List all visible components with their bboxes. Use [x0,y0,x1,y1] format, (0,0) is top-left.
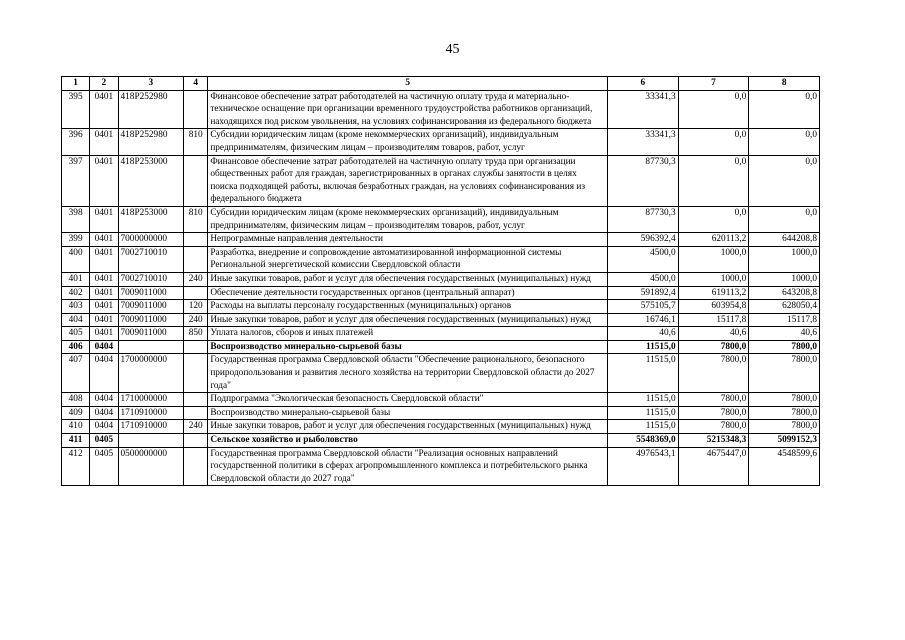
row-number: 397 [62,155,90,206]
amount-year-1: 40,6 [608,327,679,341]
expense-type-code [184,155,208,206]
section-code: 0404 [90,354,118,393]
amount-year-2: 5215348,3 [678,434,749,448]
target-article-code: 7009011000 [118,327,184,341]
section-code: 0401 [90,206,118,232]
amount-year-1: 33341,3 [608,129,679,155]
amount-year-2: 620113,2 [678,233,749,247]
row-number: 395 [62,90,90,129]
table-row [62,300,820,314]
target-article-code: 7009011000 [118,300,184,314]
row-number: 398 [62,206,90,232]
amount-year-2: 619113,2 [678,286,749,300]
section-code: 0404 [90,406,118,420]
section-code: 0401 [90,286,118,300]
amount-year-1: 596392,4 [608,233,679,247]
column-header: 6 [608,77,679,91]
column-header: 2 [90,77,118,91]
amount-year-2: 4675447,0 [678,447,749,486]
section-code: 0405 [90,447,118,486]
expense-type-code: 850 [184,327,208,341]
table-row [62,246,820,272]
amount-year-1: 4500,0 [608,246,679,272]
table-row [62,155,820,206]
amount-year-3: 0,0 [749,90,820,129]
section-code: 0401 [90,155,118,206]
table-row [62,206,820,232]
item-name: Подпрограмма "Экологическая безопасность Свердловской области" [208,393,608,407]
table-row [62,272,820,286]
amount-year-1: 87730,3 [608,206,679,232]
column-header: 3 [118,77,184,91]
table-row [62,434,820,448]
table-row [62,129,820,155]
column-header: 1 [62,77,90,91]
table-row [62,340,820,354]
amount-year-2: 7800,0 [678,393,749,407]
row-number: 407 [62,354,90,393]
section-code: 0404 [90,420,118,434]
column-header: 5 [208,77,608,91]
amount-year-1: 16746,1 [608,313,679,327]
table-row [62,354,820,393]
item-name: Расходы на выплаты персоналу государственных (муниципальных) органов [208,300,608,314]
item-name: Разработка, внедрение и сопровождение автоматизированной информационной системы Региональной энергетической комиссии Свердловской области [208,246,608,272]
amount-year-2: 603954,8 [678,300,749,314]
amount-year-3: 5099152,3 [749,434,820,448]
expense-type-code: 810 [184,206,208,232]
section-code: 0401 [90,233,118,247]
section-code: 0401 [90,272,118,286]
column-header: 4 [184,77,208,91]
amount-year-3: 0,0 [749,129,820,155]
amount-year-3: 644208,8 [749,233,820,247]
item-name: Субсидии юридическим лицам (кроме некоммерческих организаций), индивидуальным предпринимателям, физическим лицам – производителям товаров, работ, услуг [208,129,608,155]
table-row [62,313,820,327]
table-body [62,90,820,486]
table-row [62,420,820,434]
item-name: Финансовое обеспечение затрат работодателей на частичную оплату труда при организации общественных работ для граждан, зарегистрированных в органах службы занятости в целях поиска подходящей работы, включая безработных граждан, на условиях софинансирования из федерального бюджета [208,155,608,206]
expense-type-code [184,286,208,300]
item-name: Сельское хозяйство и рыболовство [208,434,608,448]
item-name: Непрограммные направления деятельности [208,233,608,247]
section-code: 0401 [90,313,118,327]
amount-year-3: 7800,0 [749,406,820,420]
amount-year-1: 11515,0 [608,406,679,420]
amount-year-1: 591892,4 [608,286,679,300]
amount-year-3: 1000,0 [749,272,820,286]
section-code: 0401 [90,300,118,314]
amount-year-1: 11515,0 [608,354,679,393]
amount-year-1: 4500,0 [608,272,679,286]
section-code: 0401 [90,129,118,155]
page-number: 45 [445,42,460,57]
amount-year-3: 1000,0 [749,246,820,272]
target-article-code [118,340,184,354]
target-article-code: 7009011000 [118,313,184,327]
amount-year-2: 7800,0 [678,420,749,434]
amount-year-2: 15117,8 [678,313,749,327]
expense-type-code: 120 [184,300,208,314]
section-code: 0401 [90,327,118,341]
expense-type-code: 810 [184,129,208,155]
expense-type-code [184,246,208,272]
amount-year-1: 11515,0 [608,340,679,354]
item-name: Иные закупки товаров, работ и услуг для обеспечения государственных (муниципальных) нужд [208,420,608,434]
amount-year-3: 0,0 [749,155,820,206]
row-number: 402 [62,286,90,300]
table-row [62,447,820,486]
table-row [62,90,820,129]
table-row [62,327,820,341]
expense-type-code: 240 [184,272,208,286]
amount-year-1: 575105,7 [608,300,679,314]
amount-year-1: 4976543,1 [608,447,679,486]
row-number: 405 [62,327,90,341]
amount-year-3: 643208,8 [749,286,820,300]
target-article-code: 1700000000 [118,354,184,393]
row-number: 399 [62,233,90,247]
section-code: 0401 [90,246,118,272]
item-name: Воспроизводство минерально-сырьевой базы [208,406,608,420]
amount-year-3: 4548599,6 [749,447,820,486]
expense-type-code [184,434,208,448]
amount-year-3: 15117,8 [749,313,820,327]
expense-type-code: 240 [184,313,208,327]
expense-type-code [184,340,208,354]
amount-year-1: 11515,0 [608,393,679,407]
amount-year-3: 628050,4 [749,300,820,314]
table-row [62,406,820,420]
amount-year-3: 7800,0 [749,393,820,407]
section-code: 0405 [90,434,118,448]
section-code: 0401 [90,90,118,129]
target-article-code: 418P252980 [118,129,184,155]
target-article-code: 7000000000 [118,233,184,247]
amount-year-3: 7800,0 [749,340,820,354]
target-article-code: 418P253000 [118,155,184,206]
item-name: Государственная программа Свердловской области "Обеспечение рационального, безопасного природопользования и развития лесного хозяйства на территории Свердловской области до 2027 года" [208,354,608,393]
item-name: Иные закупки товаров, работ и услуг для обеспечения государственных (муниципальных) нужд [208,313,608,327]
column-header: 8 [749,77,820,91]
row-number: 409 [62,406,90,420]
target-article-code [118,434,184,448]
item-name: Иные закупки товаров, работ и услуг для обеспечения государственных (муниципальных) нужд [208,272,608,286]
amount-year-2: 40,6 [678,327,749,341]
item-name: Государственная программа Свердловской области "Реализация основных направлений государственной политики в сферах агропромышленного комплекса и потребительского рынка Свердловской области до 2027 года" [208,447,608,486]
expense-type-code: 240 [184,420,208,434]
amount-year-1: 87730,3 [608,155,679,206]
row-number: 406 [62,340,90,354]
amount-year-2: 7800,0 [678,354,749,393]
target-article-code: 7009011000 [118,286,184,300]
target-article-code: 418P252980 [118,90,184,129]
expense-type-code [184,393,208,407]
budget-table [61,76,820,486]
item-name: Субсидии юридическим лицам (кроме некоммерческих организаций), индивидуальным предпринимателям, физическим лицам – производителям товаров, работ, услуг [208,206,608,232]
target-article-code: 7002710010 [118,246,184,272]
amount-year-1: 5548369,0 [608,434,679,448]
row-number: 403 [62,300,90,314]
amount-year-3: 40,6 [749,327,820,341]
amount-year-2: 1000,0 [678,272,749,286]
expense-type-code [184,233,208,247]
amount-year-1: 11515,0 [608,420,679,434]
amount-year-3: 7800,0 [749,420,820,434]
table-row [62,286,820,300]
amount-year-2: 0,0 [678,155,749,206]
expense-type-code [184,90,208,129]
expense-type-code [184,406,208,420]
target-article-code: 418P253000 [118,206,184,232]
target-article-code: 1710910000 [118,420,184,434]
target-article-code: 7002710010 [118,272,184,286]
amount-year-2: 1000,0 [678,246,749,272]
section-code: 0404 [90,340,118,354]
header-row [62,77,820,91]
amount-year-2: 0,0 [678,90,749,129]
target-article-code: 1710910000 [118,406,184,420]
amount-year-1: 33341,3 [608,90,679,129]
expense-type-code [184,354,208,393]
amount-year-3: 0,0 [749,206,820,232]
table-row [62,393,820,407]
row-number: 408 [62,393,90,407]
row-number: 400 [62,246,90,272]
row-number: 396 [62,129,90,155]
item-name: Финансовое обеспечение затрат работодателей на частичную оплату труда и материально-техническое оснащение при организации временного трудоустройства работников организаций, находящихся под риском увольнения, на условиях софинансирования из федерального бюджета [208,90,608,129]
section-code: 0404 [90,393,118,407]
item-name: Уплата налогов, сборов и иных платежей [208,327,608,341]
row-number: 412 [62,447,90,486]
table-row [62,233,820,247]
target-article-code: 1710000000 [118,393,184,407]
row-number: 404 [62,313,90,327]
amount-year-2: 0,0 [678,206,749,232]
amount-year-2: 7800,0 [678,340,749,354]
amount-year-2: 0,0 [678,129,749,155]
amount-year-2: 7800,0 [678,406,749,420]
target-article-code: 0500000000 [118,447,184,486]
row-number: 410 [62,420,90,434]
item-name: Воспроизводство минерально-сырьевой базы [208,340,608,354]
row-number: 401 [62,272,90,286]
expense-type-code [184,447,208,486]
item-name: Обеспечение деятельности государственных органов (центральный аппарат) [208,286,608,300]
amount-year-3: 7800,0 [749,354,820,393]
row-number: 411 [62,434,90,448]
column-header: 7 [678,77,749,91]
